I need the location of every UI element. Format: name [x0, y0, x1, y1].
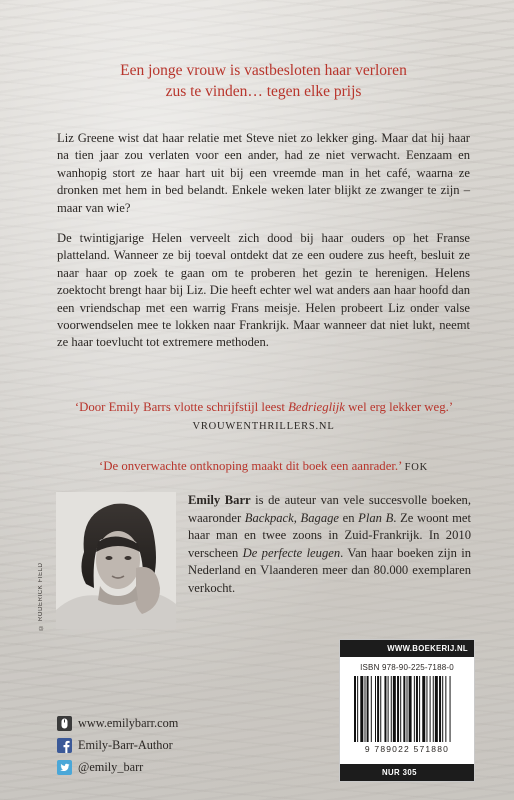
tagline-line-1: Een jonge vrouw is vastbesloten haar verloren: [120, 62, 407, 79]
bio-text-3: en: [339, 510, 359, 525]
publisher-website: WWW.BOEKERIJ.NL: [340, 640, 474, 657]
nur-code: NUR 305: [340, 764, 474, 781]
barcode-bar: [450, 676, 451, 742]
barcode-panel: [340, 640, 474, 781]
tagline-line-2: zus te vinden… tegen elke prijs: [165, 83, 362, 100]
barcode-bar: [407, 676, 408, 742]
blurb-paragraph-1: Liz Greene wist dat haar relatie met Steve niet zo lekker ging. Maar dat hij haar na tien jaar zou verlaten voor een ander, had ze niet verwacht. Eenzaam en wanhopig stort ze haar hart uit bij een vreemde man in het café, waarna ze dronken met hem in bed belandt. Enkele weken later blijkt ze zwanger te zijn – maar van wie?: [57, 131, 470, 215]
barcode-bar: [442, 676, 443, 742]
bio-text-4: . Ze woont met haar man en twee zoons in Zuid-Frankrijk. In 2010 verscheen: [188, 510, 472, 560]
barcode-bar: [354, 676, 356, 742]
quote-2-text: ‘De onverwachte ontknoping maakt dit boek een aanrader.’: [98, 459, 402, 473]
bio-text-2: ,: [293, 510, 301, 525]
barcode-bar: [388, 676, 389, 742]
barcode-bar: [377, 676, 379, 742]
barcode-bar: [365, 676, 366, 742]
author-portrait-illustration: [56, 492, 176, 629]
facebook-label: Emily-Barr-Author: [78, 737, 173, 752]
photo-credit: © RODERICK FIELD: [38, 562, 44, 630]
barcode-bar: [367, 676, 369, 742]
bio-book-2: Bagage: [300, 510, 340, 525]
quote-1-text-b: wel erg lekker weg.’: [344, 400, 453, 414]
barcode-bar: [439, 676, 441, 742]
bio-text-1: is de auteur van vele succesvolle boeken, waaronder: [188, 493, 471, 525]
barcode-digits: 9 789022 571880: [364, 744, 450, 754]
barcode-bar: [433, 676, 434, 742]
twitter-link[interactable]: [57, 756, 178, 778]
twitter-label: @emily_barr: [78, 759, 144, 774]
barcode-bar: [409, 676, 412, 742]
barcode-bar: [400, 676, 401, 742]
facebook-icon: [57, 738, 72, 753]
quote-1-text-a: ‘Door Emily Barrs vlotte schrijfstijl leest: [74, 400, 289, 414]
barcode-bar: [360, 676, 363, 742]
website-label: www.emilybarr.com: [78, 715, 179, 730]
barcode-bar: [393, 676, 396, 742]
author-photo: [56, 492, 176, 629]
barcode-bar: [391, 676, 392, 742]
barcode-bar: [445, 676, 446, 742]
barcode-bar: [371, 676, 372, 742]
bio-book-1: Backpack: [244, 510, 294, 525]
author-bio: [188, 492, 471, 598]
bio-book-3: Plan B: [358, 510, 394, 525]
barcode-bar: [403, 676, 405, 742]
website-link[interactable]: [57, 712, 178, 734]
barcode-bar: [422, 676, 425, 742]
barcode-graphic: [348, 674, 466, 744]
social-links: [57, 712, 178, 778]
mouse-icon: [57, 716, 72, 731]
barcode-bar: [397, 676, 399, 742]
barcode-bar: [414, 676, 415, 742]
bio-book-4: De perfecte leugen: [242, 545, 341, 560]
barcode-bar: [384, 676, 386, 742]
barcode-bar: [416, 676, 418, 742]
isbn-number: ISBN 978-90-225-7188-0: [360, 663, 454, 672]
barcode-bar: [375, 676, 376, 742]
blurb-paragraph-2: De twintigjarige Helen verveelt zich dood bij haar ouders op het Franse platteland. Wanneer ze bij toeval ontdekt dat ze een oudere zus heeft, besluit ze naar haar op zoek te gaan om te proberen het gezin te herenigen. Helens zoektocht brengt haar bij Liz. Die heeft echter wel wat anders aan haar hoofd dan een vriendschap met een warrig Frans meisje. Helen probeert Liz onder valse voorwendselen mee te lokken naar Frankrijk. Maar wanneer dat niet lukt, neemt ze haar toevlucht tot extremere methoden.: [57, 231, 470, 350]
review-quote-1: [57, 398, 470, 436]
review-quote-2: [57, 457, 470, 477]
barcode-bar: [426, 676, 427, 742]
barcode-bar: [357, 676, 358, 742]
quote-2-source: FOK: [404, 462, 429, 473]
barcode-bar: [430, 676, 431, 742]
twitter-icon: [57, 760, 72, 775]
facebook-link[interactable]: [57, 734, 178, 756]
barcode-bar: [380, 676, 381, 742]
bio-text-5: . Van haar boeken zijn in Nederland en Vlaanderen meer dan 80.000 exemplaren verkocht.: [188, 545, 471, 595]
barcode-bar: [435, 676, 438, 742]
author-name: Emily Barr: [188, 493, 251, 507]
quote-1-source: VROUWENTHRILLERS.NL: [192, 421, 335, 432]
barcode-bar: [419, 676, 420, 742]
quote-1-book-title: Bedrieglijk: [288, 400, 345, 414]
tagline: [57, 60, 470, 102]
